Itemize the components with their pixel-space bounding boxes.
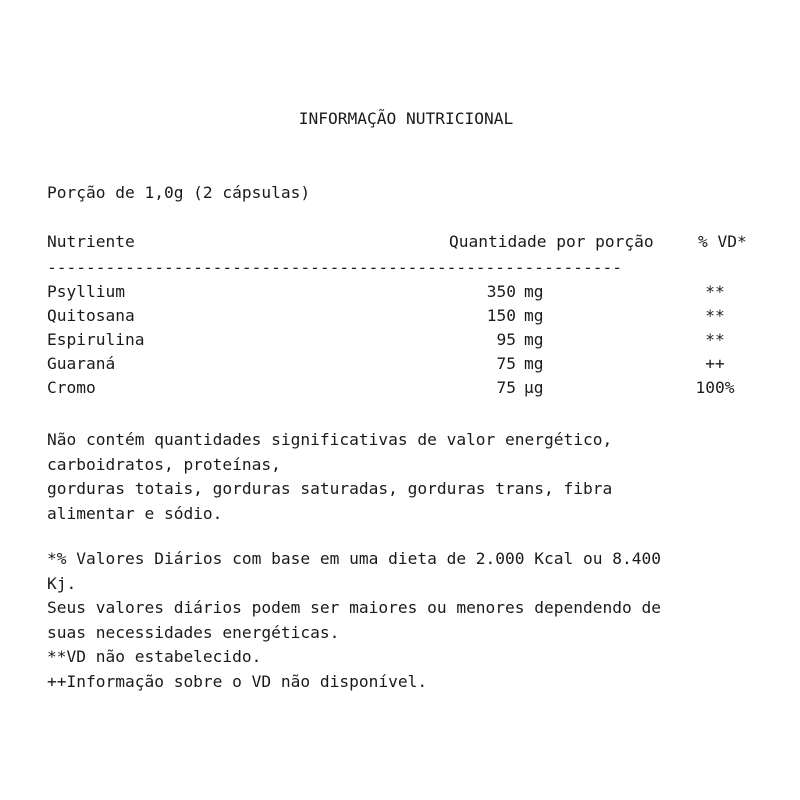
note-line: carboidratos, proteínas, [47, 454, 281, 474]
nutrient-name: Espirulina [47, 330, 145, 349]
footnotes [47, 547, 767, 694]
nutrient-unit: mg [524, 330, 544, 349]
footnote-line: Kj. [47, 573, 77, 593]
nutrient-vd: 100% [695, 378, 735, 397]
table-divider: ----------------------------------------------------------- [47, 258, 622, 277]
footnote-line: ++Informação sobre o VD não disponível. [47, 671, 428, 691]
note-line: gorduras totais, gorduras saturadas, gorduras trans, fibra [47, 479, 613, 498]
nutrient-amount: 75 [496, 378, 516, 397]
nutrient-amount: 350 [486, 282, 516, 301]
nutrient-vd: ** [705, 330, 725, 349]
nutrient-name: Guaraná [47, 354, 116, 373]
nutrient-name: Cromo [47, 378, 96, 397]
table-row [47, 352, 759, 376]
table-row [47, 304, 759, 328]
table-row [47, 328, 759, 352]
footnote-line: Seus valores diários podem ser maiores ou menores dependendo de [47, 598, 661, 617]
nutrient-vd: ++ [705, 354, 725, 373]
nutrient-amount: 75 [496, 354, 516, 373]
nutrient-unit: µg [524, 378, 544, 397]
header-nutrient: Nutriente [47, 232, 135, 251]
page-title: INFORMAÇÃO NUTRICIONAL [298, 109, 514, 128]
table-header [47, 230, 759, 254]
nutrient-unit: mg [524, 282, 544, 301]
table-row [47, 376, 759, 400]
footnote-line: suas necessidades energéticas. [47, 622, 340, 642]
portion-size: Porção de 1,0g (2 cápsulas) [47, 183, 311, 202]
nutrient-vd: ** [705, 282, 725, 301]
note-line: alimentar e sódio. [47, 503, 223, 523]
nutrient-vd: ** [705, 306, 725, 325]
nutrient-unit: mg [524, 354, 544, 373]
nutrient-name: Quitosana [47, 306, 135, 325]
nutrient-unit: mg [524, 306, 544, 325]
not-contains-note [47, 428, 767, 526]
footnote-line: **VD não estabelecido. [47, 647, 262, 666]
table-row [47, 280, 759, 304]
nutrient-name: Psyllium [47, 282, 125, 301]
header-vd: % VD* [698, 232, 747, 251]
header-quantity: Quantidade por porção [449, 232, 654, 251]
nutrient-amount: 150 [486, 306, 516, 325]
note-line: Não contém quantidades significativas de valor energético, [47, 430, 613, 449]
footnote-line: *% Valores Diários com base em uma dieta de 2.000 Kcal ou 8.400 [47, 549, 661, 568]
nutrient-amount: 95 [496, 330, 516, 349]
